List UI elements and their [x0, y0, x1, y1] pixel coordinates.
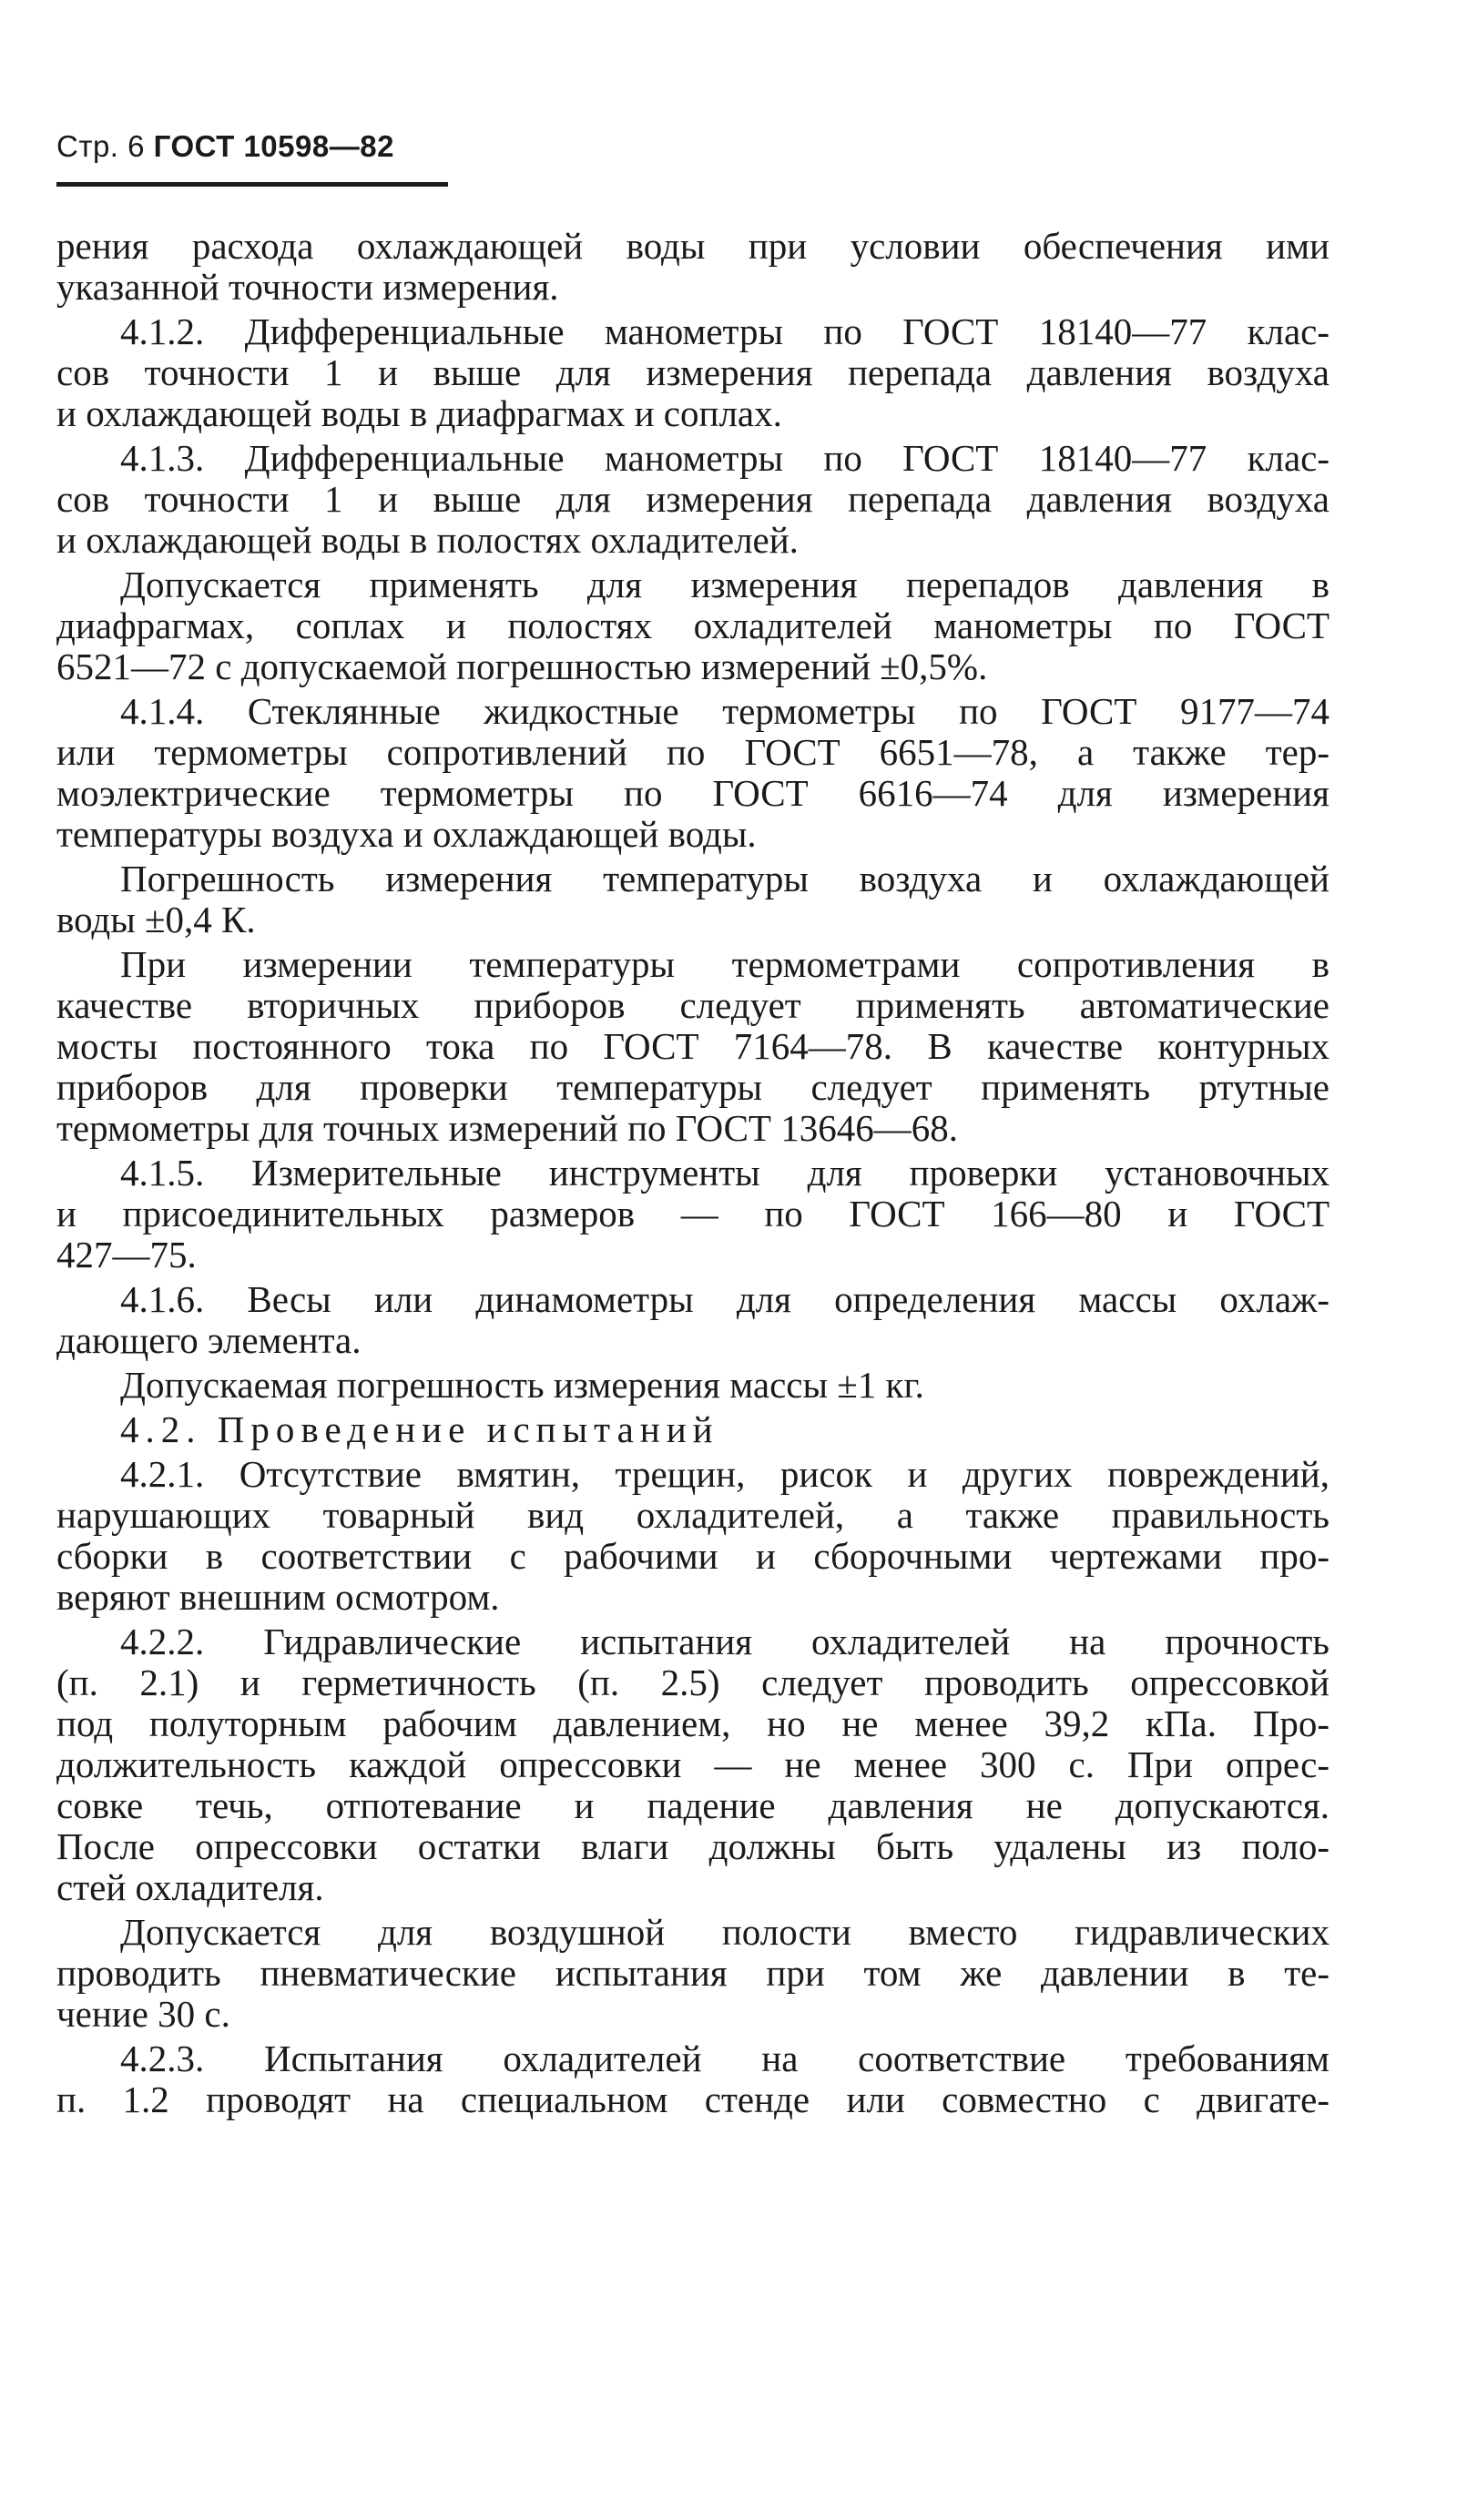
text-line: термометры для точных измерений по ГОСТ 13646—68. [56, 1107, 958, 1149]
text-line: и охлаждающей воды в диафрагмах и соплах. [56, 392, 782, 434]
paragraph [56, 2038, 1329, 2120]
text-line: мосты постоянного тока по ГОСТ 7164—78. В качестве контурных [56, 1025, 1329, 1067]
text-line: 4.2.2. Гидравлические испытания охладителей на прочность [120, 1621, 1329, 1662]
text-line: качестве вторичных приборов следует применять автоматические [56, 984, 1329, 1026]
paragraph [56, 859, 1329, 940]
text-line: моэлектрические термометры по ГОСТ 6616—74 для измерения [56, 772, 1329, 814]
text-line: сборки в соответствии с рабочими и сборочными чертежами про- [56, 1535, 1329, 1577]
text-line: 4.1.6. Весы или динамометры для определения массы охлаж- [120, 1278, 1329, 1320]
text-line: Допускается для воздушной полости вместо гидравлических [120, 1911, 1329, 1953]
paragraph [56, 1153, 1329, 1275]
text-line: рения расхода охлаждающей воды при условии обеспечения ими [56, 225, 1329, 267]
text-line: воды ±0,4 К. [56, 899, 256, 940]
paragraph [56, 1621, 1329, 1908]
paragraph [56, 1454, 1329, 1618]
text-line: и присоединительных размеров — по ГОСТ 166—80 и ГОСТ [56, 1193, 1329, 1235]
text-line: Допускаемая погрешность измерения массы ±1 кг. [120, 1364, 924, 1406]
text-line: 427—75. [56, 1234, 197, 1275]
text-line: совке течь, отпотевание и падение давления не допускаются. [56, 1784, 1329, 1826]
text-line: и охлаждающей воды в полостях охладителей. [56, 519, 799, 561]
text-line: 4.2. Проведение испытаний [120, 1408, 719, 1450]
paragraph [56, 1279, 1329, 1361]
text-line: температуры воздуха и охлаждающей воды. [56, 813, 757, 855]
text-line: 4.2.1. Отсутствие вмятин, трещин, рисок и других повреждений, [120, 1453, 1329, 1495]
text-line: После опрессовки остатки влаги должны быть удалены из поло- [56, 1825, 1329, 1867]
text-line: указанной точности измерения. [56, 266, 559, 308]
text-line: п. 1.2 проводят на специальном стенде или совместно с двигате- [56, 2078, 1329, 2120]
text-line: сов точности 1 и выше для измерения перепада давления воздуха [56, 478, 1329, 520]
text-line: (п. 2.1) и герметичность (п. 2.5) следует проводить опрессовкой [56, 1661, 1329, 1703]
text-line: 4.1.3. Дифференциальные манометры по ГОСТ 18140—77 клас- [120, 437, 1329, 479]
header-rule [56, 182, 448, 187]
document-body [56, 226, 1329, 2124]
text-line: Погрешность измерения температуры воздуха и охлаждающей [120, 858, 1329, 899]
text-line: чение 30 с. [56, 1993, 230, 2035]
paragraph [56, 1365, 1329, 1406]
page-number: Стр. 6 [56, 129, 145, 163]
text-line: приборов для проверки температуры следует применять ртутные [56, 1066, 1329, 1108]
text-line: диафрагмах, соплах и полостях охладителей манометры по ГОСТ [56, 605, 1329, 646]
text-line: дающего элемента. [56, 1319, 362, 1361]
paragraph [56, 944, 1329, 1149]
paragraph [56, 226, 1329, 308]
paragraph [56, 438, 1329, 561]
text-line: под полуторным рабочим давлением, но не менее 39,2 кПа. Про- [56, 1702, 1329, 1744]
paragraph [56, 311, 1329, 434]
page-header [56, 129, 394, 164]
text-line: 4.1.5. Измерительные инструменты для проверки установочных [120, 1152, 1329, 1194]
text-line: Допускается применять для измерения перепадов давления в [120, 564, 1329, 605]
paragraph [56, 1409, 1329, 1450]
text-line: 4.1.2. Дифференциальные манометры по ГОСТ 18140—77 клас- [120, 310, 1329, 352]
text-line: сов точности 1 и выше для измерения перепада давления воздуха [56, 351, 1329, 393]
text-line: веряют внешним осмотром. [56, 1576, 500, 1618]
text-line: 4.1.4. Стеклянные жидкостные термометры по ГОСТ 9177—74 [120, 690, 1329, 732]
paragraph [56, 691, 1329, 855]
text-line: стей охладителя. [56, 1866, 324, 1908]
paragraph [56, 1912, 1329, 2035]
text-line: При измерении температуры термометрами сопротивления в [120, 943, 1329, 985]
text-line: или термометры сопротивлений по ГОСТ 6651—78, а также тер- [56, 731, 1329, 773]
text-line: 4.2.3. Испытания охладителей на соответствие требованиям [120, 2037, 1329, 2079]
text-line: проводить пневматические испытания при том же давлении в те- [56, 1952, 1329, 1994]
document-code: ГОСТ 10598—82 [153, 129, 394, 163]
text-line: 6521—72 с допускаемой погрешностью измерений ±0,5%. [56, 645, 988, 687]
paragraph [56, 564, 1329, 687]
text-line: нарушающих товарный вид охладителей, а также правильность [56, 1494, 1329, 1536]
text-line: должительность каждой опрессовки — не менее 300 с. При опрес- [56, 1743, 1329, 1785]
